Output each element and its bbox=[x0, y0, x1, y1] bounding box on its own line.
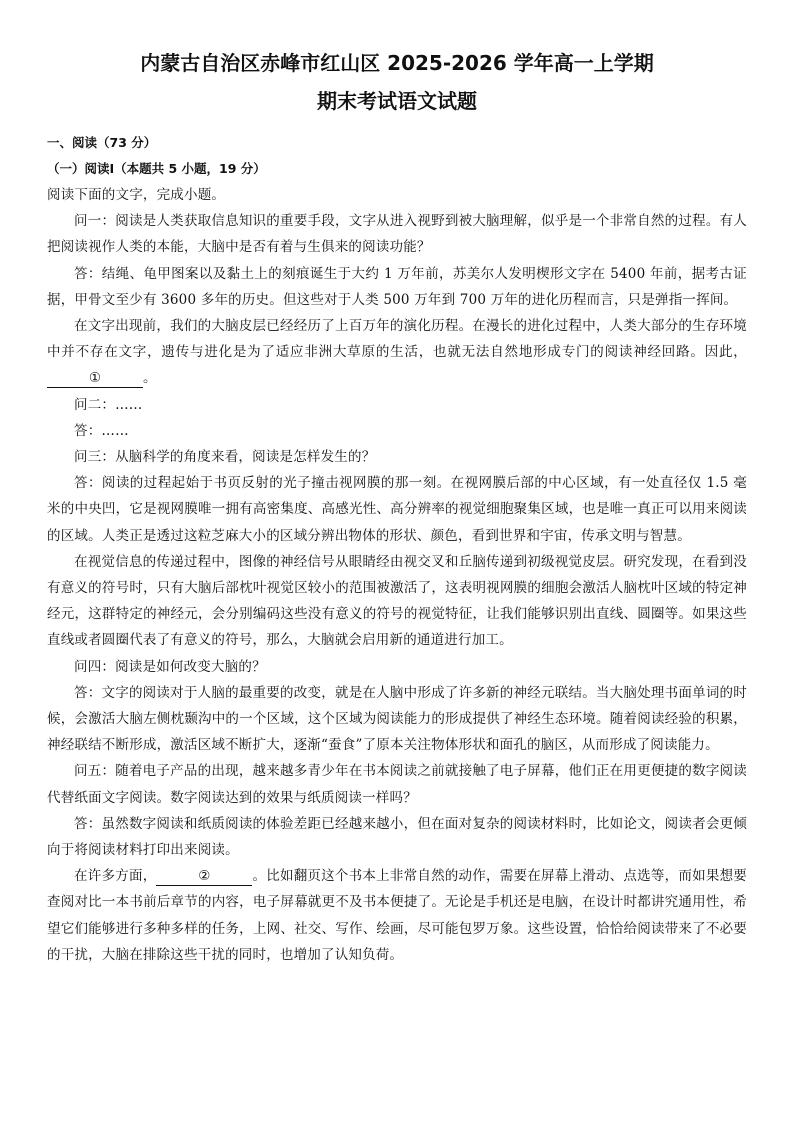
fill-blank-2: ② bbox=[156, 867, 252, 886]
answer-4: 答：文字的阅读对于人脑的最重要的改变，就是在人脑中形成了许多新的神经元联结。当大脑处理书面单词的时候，会激活大脑左侧枕颞沟中的一个区域，这个区域为阅读能力的形成提供了神经生态环境。随着阅读经验的积累，神经联结不断形成，激活区域不断扩大，逐渐“蚕食”了原本关注物体形状和面孔的脑区，从而形成了阅读能力。 bbox=[47, 684, 747, 754]
exam-title-line-2: 期末考试语文试题 bbox=[317, 89, 477, 113]
question-2: 问二：…… bbox=[74, 396, 143, 413]
subsection-heading: （一）阅读Ⅰ（本题共 5 小题，19 分） bbox=[47, 161, 266, 176]
question-3: 问三：从脑科学的角度来看，阅读是怎样发生的？ bbox=[74, 449, 376, 466]
answer-1-text: 在文字出现前，我们的大脑皮层已经经历了上百万年的演化历程。在漫长的进化过程中，人类大部分的生存环境中并不存在文字，遗传与进化是为了适应非洲大草原的生活，也就无法自然地形成专门的阅读神经回路。因此， bbox=[47, 318, 747, 361]
instruction-text: 阅读下面的文字，完成小题。 bbox=[47, 187, 226, 203]
section-heading: 一、阅读（73 分） bbox=[47, 135, 157, 150]
answer-3-continued: 在视觉信息的传递过程中，图像的神经信号从眼睛经由视交叉和丘脑传递到初级视觉皮层。研究发现，在看到没有意义的符号时，只有大脑后部枕叶视觉区较小的范围被激活了，这表明视网膜的细胞会激活人脑枕叶区域的特定神经元，这群特定的神经元，会分别编码这些没有意义的符号的视觉特征，让我们能够识别出直线、圆圈等。如果这些直线或者圆圈代表了有意义的符号，那么，大脑就会启用新的通道进行加工。 bbox=[47, 553, 747, 649]
answer-5: 答：虽然数字阅读和纸质阅读的体验差距已经越来越小，但在面对复杂的阅读材料时，比如论文，阅读者会更倾向于将阅读材料打印出来阅读。 bbox=[47, 815, 747, 859]
answer-5-end: 。比如翻页这个书本上非常自然的动作，需要在屏幕上滑动、点选等，而如果想要查阅对比一本书前后章节的内容，电子屏幕就更不及书本便捷了。无论是手机还是电脑，在设计时都讲究通用性，希望它们能够进行多种多样的任务，上网、社交、写作、绘画，尽可能包罗万象。这些设置，恰恰给阅读带来了不必要的干扰，大脑在排除这些干扰的同时，也增加了认知负荷。 bbox=[47, 868, 748, 963]
answer-2: 答：…… bbox=[74, 422, 129, 439]
answer-3: 答：阅读的过程起始于书页反射的光子撞击视网膜的那一刻。在视网膜后部的中心区域，有一处直径仅 1.5 毫米的中央凹，它是视网膜唯一拥有高密集度、高感光性、高分辨率的视觉细胞聚集区域，也是唯一真正可以用来阅读的区域。人类正是透过这粒芝麻大小的区域分辨出物体的形状、颜色，看到世界和宇宙，传承文明与智慧。 bbox=[47, 475, 747, 544]
exam-title-line-1: 内蒙古自治区赤峰市红山区 2025-2026 学年高一上学期 bbox=[140, 51, 654, 75]
question-5: 问五：随着电子产品的出现，越来越多青少年在书本阅读之前就接触了电子屏幕，他们正在用更便捷的数字阅读代替纸面文字阅读。数字阅读达到的效果与纸质阅读一样吗？ bbox=[47, 763, 747, 806]
question-1: 问一：阅读是人类获取信息知识的重要手段，文字从进入视野到被大脑理解，似乎是一个非常自然的过程。有人把阅读视作人类的本能，大脑中是否有着与生俱来的阅读功能？ bbox=[47, 213, 747, 256]
answer-1: 答：结绳、龟甲图案以及黏土上的刻痕诞生于大约 1 万年前，苏美尔人发明楔形文字在 5400 年前，据考古证据，甲骨文至少有 3600 多年的历史。但这些对于人类 500 万年到 700 万年的进化历程而言，只是弹指一挥间。 bbox=[47, 265, 747, 308]
question-4: 问四：阅读是如何改变大脑的？ bbox=[74, 658, 266, 675]
fill-blank-1: ① bbox=[47, 369, 143, 388]
answer-5-text: 在许多方面， bbox=[74, 868, 157, 885]
exam-page bbox=[47, 44, 747, 968]
answer-5-continued bbox=[47, 863, 747, 968]
answer-1-continued bbox=[47, 313, 747, 392]
answer-1-end: 。 bbox=[143, 370, 157, 387]
